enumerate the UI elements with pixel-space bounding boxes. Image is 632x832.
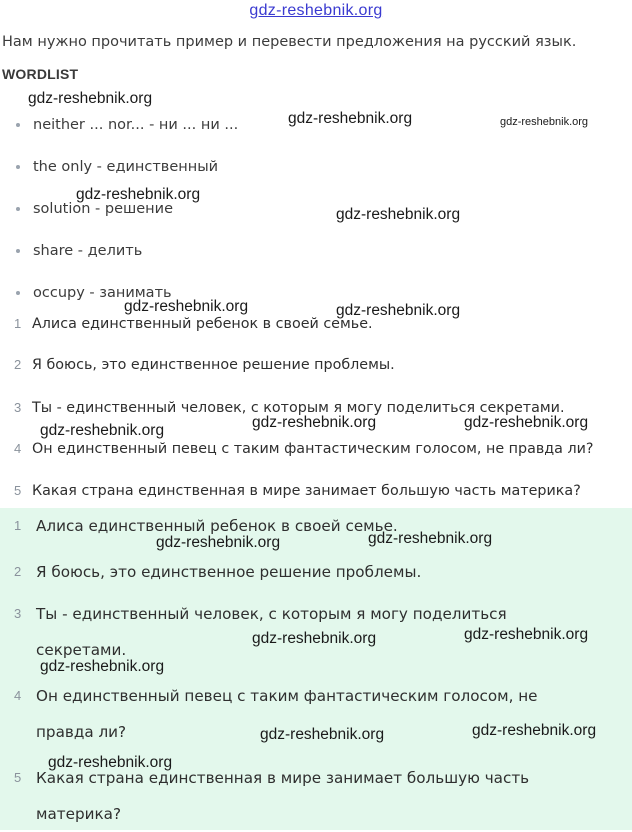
- answer-number: 3: [14, 606, 22, 621]
- answer-text: Алиса единственный ребенок в своей семье.: [36, 517, 398, 535]
- watermark: gdz-reshebnik.org: [336, 302, 461, 319]
- wordlist-item-text: solution - решение: [33, 201, 174, 217]
- watermark: gdz-reshebnik.org: [40, 658, 165, 675]
- answer-item: [14, 554, 604, 590]
- watermark: gdz-reshebnik.org: [252, 630, 377, 647]
- answer-text: Я боюсь, это единственное решение проблемы.: [36, 563, 422, 581]
- question-text: Я боюсь, это единственное решение проблемы.: [32, 357, 395, 373]
- watermark: gdz-reshebnik.org: [252, 414, 377, 431]
- wordlist-heading: WORDLIST: [2, 66, 79, 82]
- answer-number: 4: [14, 688, 22, 703]
- wordlist-item-text: occupy - занимать: [33, 285, 172, 301]
- question-text: Он единственный певец с таким фантастическим голосом, не правда ли?: [32, 441, 594, 457]
- wordlist-item: [16, 159, 218, 175]
- answer-number: 5: [14, 770, 22, 785]
- question-number: 5: [14, 483, 22, 498]
- answer-item: [14, 508, 604, 544]
- watermark: gdz-reshebnik.org: [500, 116, 589, 128]
- answer-number: 1: [14, 518, 22, 533]
- watermark: gdz-reshebnik.org: [156, 534, 281, 551]
- question-item: [14, 483, 581, 499]
- question-text: Какая страна единственная в мире занимает большую часть материка?: [32, 483, 581, 499]
- watermark: gdz-reshebnik.org: [464, 626, 589, 643]
- wordlist-item-text: neither ... nor... - ни ... ни ...: [33, 117, 239, 133]
- watermark: gdz-reshebnik.org: [368, 530, 493, 547]
- task-intro: Нам нужно прочитать пример и перевести предложения на русский язык.: [2, 34, 577, 50]
- watermark: gdz-reshebnik.org: [48, 754, 173, 771]
- question-number: 3: [14, 400, 22, 415]
- bullet-icon: [16, 291, 20, 295]
- question-text: Ты - единственный человек, с которым я могу поделиться секретами.: [32, 400, 565, 416]
- question-number: 4: [14, 441, 22, 456]
- watermark: gdz-reshebnik.org: [260, 726, 385, 743]
- watermark: gdz-reshebnik.org: [472, 722, 597, 739]
- site-header-link[interactable]: gdz-reshebnik.org: [249, 2, 383, 19]
- bullet-icon: [16, 207, 20, 211]
- question-item: [14, 357, 395, 373]
- bullet-icon: [16, 165, 20, 169]
- answer-number: 2: [14, 564, 22, 579]
- wordlist-item: [16, 243, 142, 259]
- watermark: gdz-reshebnik.org: [76, 186, 201, 203]
- wordlist-item: [16, 117, 238, 133]
- question-text: Алиса единственный ребенок в своей семье.: [32, 316, 373, 332]
- watermark: gdz-reshebnik.org: [288, 110, 413, 127]
- bullet-icon: [16, 123, 20, 127]
- question-number: 1: [14, 316, 22, 331]
- wordlist-item-text: share - делить: [33, 243, 143, 259]
- watermark: gdz-reshebnik.org: [124, 298, 249, 315]
- answer-text: Ты - единственный человек, с которым я могу поделиться секретами.: [36, 605, 507, 659]
- question-item: [14, 316, 373, 332]
- watermark: gdz-reshebnik.org: [464, 414, 589, 431]
- wordlist-item-text: the only - единственный: [33, 159, 219, 175]
- bullet-icon: [16, 249, 20, 253]
- answer-text: Он единственный певец с таким фантастическим голосом, не правда ли?: [36, 687, 538, 741]
- question-item: [14, 441, 593, 457]
- watermark: gdz-reshebnik.org: [28, 90, 153, 107]
- answer-text: Какая страна единственная в мире занимает большую часть материка?: [36, 769, 530, 823]
- question-number: 2: [14, 357, 22, 372]
- watermark: gdz-reshebnik.org: [40, 422, 165, 439]
- watermark: gdz-reshebnik.org: [336, 206, 461, 223]
